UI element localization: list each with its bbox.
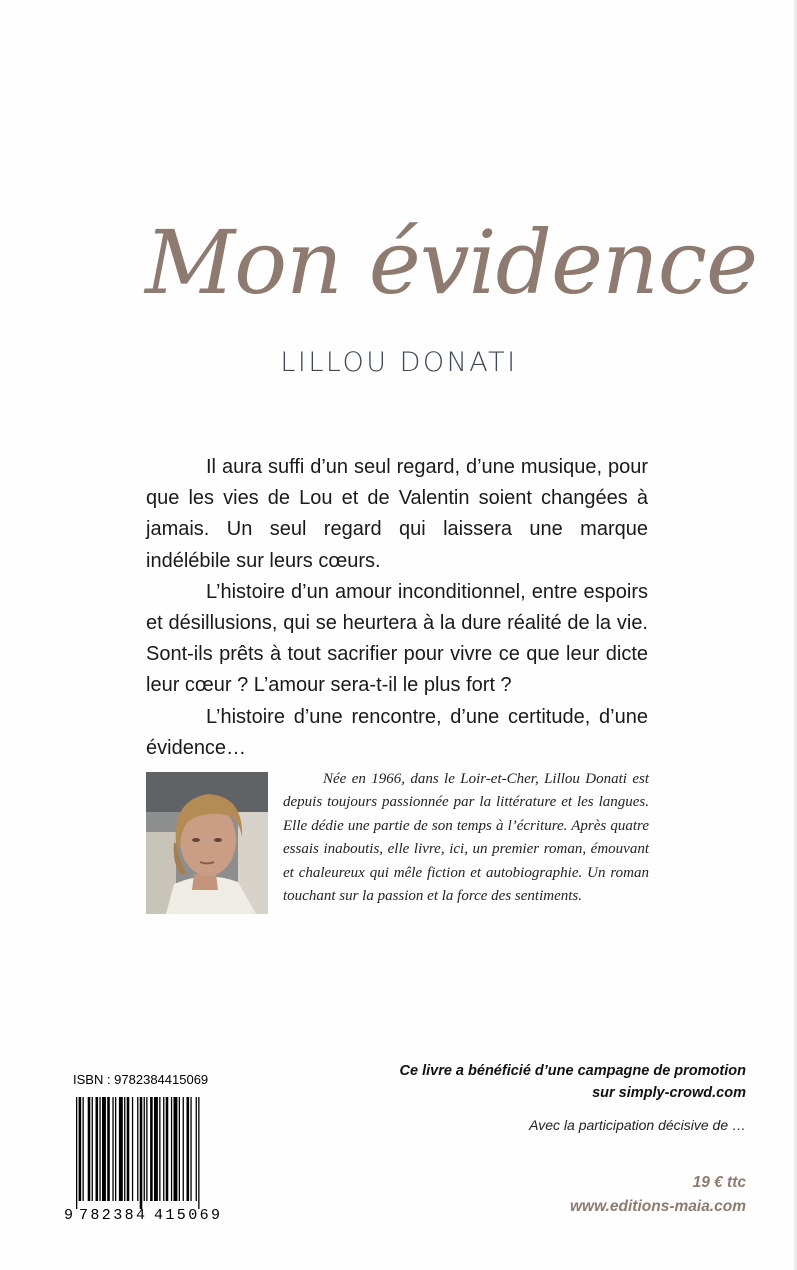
participation-note: Avec la participation décisive de … [529, 1117, 746, 1133]
barcode-bar [88, 1097, 91, 1201]
barcode-bar [96, 1097, 99, 1201]
author-bio [283, 768, 649, 908]
isbn-label: ISBN : 9782384415069 [73, 1072, 209, 1087]
barcode-bar [146, 1097, 147, 1201]
isbn-barcode [62, 1095, 232, 1221]
price: 19 € ttc [692, 1174, 746, 1191]
book-title: Mon évidence [145, 211, 758, 314]
barcode-bar [166, 1097, 169, 1201]
barcode-digit-group: 782384 [79, 1207, 145, 1221]
publisher-website: www.editions-maia.com [570, 1198, 746, 1215]
barcode-bar [115, 1097, 116, 1201]
barcode-bar [83, 1097, 84, 1201]
barcode-bar [132, 1097, 133, 1201]
barcode-bar [163, 1097, 164, 1201]
barcode-bar [76, 1097, 77, 1209]
barcode-bar [79, 1097, 82, 1201]
barcode-bar [174, 1097, 178, 1201]
barcode-bar [196, 1097, 197, 1201]
barcode-bar [190, 1097, 191, 1201]
barcode-bar [92, 1097, 93, 1201]
author-photo [146, 772, 268, 914]
promo-line: Ce livre a bénéficié d’une campagne de promotion [399, 1063, 746, 1079]
barcode-bar [159, 1097, 160, 1201]
synopsis [146, 452, 648, 764]
barcode-bar [112, 1097, 113, 1201]
barcode-bar [124, 1097, 125, 1201]
barcode-bar [179, 1097, 180, 1201]
synopsis-paragraph: Il aura suffi d’un seul regard, d’une musique, pour que les vies de Lou et de Valentin soient changées à jamais. Un seul regard qui laissera une marque indélébile sur leurs cœurs. [146, 456, 648, 572]
barcode-bar [119, 1097, 123, 1201]
barcode-bar [127, 1097, 130, 1201]
author-name: LILLOU DONATI [280, 347, 518, 378]
barcode-digit-group: 9 [64, 1207, 74, 1221]
synopsis-paragraph: L’histoire d’un amour inconditionnel, entre espoirs et désillusions, qui se heurtera à la dure réalité de la vie. Sont-ils prêts à tout sacrifier pour vivre ce que leur dicte leur cœur ? L’amour sera-t-il le plus fort ? [146, 580, 648, 697]
barcode-bar [150, 1097, 153, 1201]
synopsis-paragraph: L’histoire d’une rencontre, d’une certitude, d’une évidence… [146, 705, 648, 759]
barcode-bar [171, 1097, 172, 1201]
barcode-bar [187, 1097, 190, 1201]
promo-line: sur simply-crowd.com [592, 1085, 746, 1101]
barcode-bar [102, 1097, 106, 1201]
barcode-bar [198, 1097, 199, 1209]
barcode-bar [99, 1097, 100, 1201]
barcode-bar [137, 1097, 138, 1201]
barcode-bar [183, 1097, 184, 1201]
barcode-bar [140, 1097, 143, 1209]
barcode-bar [107, 1097, 110, 1201]
barcode-digit-group: 415069 [154, 1207, 220, 1221]
barcode-bar [154, 1097, 158, 1201]
author-bio-text: Née en 1966, dans le Loir-et-Cher, Lillou Donati est depuis toujours passionnée par la littérature et les langues. Elle dédie une partie de son temps à l’écriture. Après quatre essais inaboutis, elle livre, ici, un premier roman, émouvant et chaleureux qui mêle fiction et autobiographie. Un roman touchant sur la passion et la force des sentiments. [283, 771, 649, 905]
barcode-bar [144, 1097, 145, 1201]
